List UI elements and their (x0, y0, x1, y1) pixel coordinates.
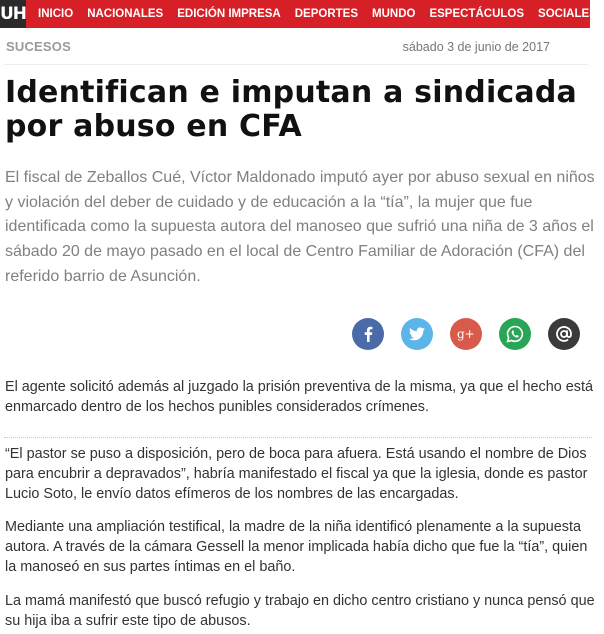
nav-item-nacionales[interactable]: NACIONALES (87, 8, 164, 20)
article-paragraph: El agente solicitó además al juzgado la prisión preventiva de la misma, ya que el hecho está enmarcado dentro de los hechos punibles considerados crímenes. (5, 379, 593, 415)
article-paragraph: La mamá manifestó que buscó refugio y trabajo en dicho centro cristiano y nunca pensó que su hija iba a sufrir este tipo de abusos. (5, 593, 595, 629)
nav-item-inicio[interactable]: INICIO (38, 8, 74, 20)
section-label[interactable]: SUCESOS (6, 39, 71, 54)
main-nav (26, 0, 604, 28)
nav-item-edicion-impresa[interactable]: EDICIÓN IMPRESA (177, 8, 281, 20)
googleplus-share-button[interactable] (450, 318, 482, 350)
content-divider (4, 437, 592, 438)
whatsapp-icon (506, 325, 524, 343)
share-bar (352, 318, 580, 350)
top-navbar (0, 0, 597, 28)
whatsapp-share-button[interactable] (499, 318, 531, 350)
article-date: sábado 3 de junio de 2017 (402, 40, 550, 54)
google-plus-icon (456, 326, 476, 342)
site-logo[interactable]: UH (0, 0, 26, 28)
twitter-share-button[interactable] (401, 318, 433, 350)
svg-text:g+: g+ (457, 327, 475, 341)
article-title: Identifican e imputan a sindicada por abuso en CFA (5, 75, 577, 144)
email-icon (555, 325, 573, 343)
nav-item-mundo[interactable]: MUNDO (372, 8, 416, 20)
facebook-icon (361, 326, 375, 342)
article-lead: El fiscal de Zeballos Cué, Víctor Maldonado imputó ayer por abuso sexual en niños y violación del deber de cuidado y de educación a la “tía”, la mujer que fue identificada como la supuesta autora del manoseo que sufrió una niña de 3 años el sábado 20 de mayo pasado en el local de Centro Familiar de Adoración (CFA) del referido barrio de Asunción. (5, 169, 595, 285)
nav-item-espectaculos[interactable]: ESPECTÁCULOS (429, 8, 525, 20)
nav-item-deportes[interactable]: DEPORTES (294, 8, 358, 20)
article-paragraph: Mediante una ampliación testifical, la madre de la niña identificó plenamente a la supuesta autora. A través de la cámara Gessell la menor implicada había dicho que fue la “tía”, quien la manoseó en sus partes íntimas en el baño. (5, 519, 588, 575)
facebook-share-button[interactable] (352, 318, 384, 350)
nav-item-sociales[interactable]: SOCIALES (538, 8, 597, 20)
email-share-button[interactable] (548, 318, 580, 350)
article-paragraph: “El pastor se puso a disposición, pero de boca para afuera. Está usando el nombre de Dios para encubrir a depravados”, habría manifestado el fiscal ya que la iglesia, donde es pastor Lucio Soto, le envío datos efímeros de los nombres de las encargadas. (5, 446, 588, 502)
header-divider (4, 64, 588, 65)
twitter-icon (409, 327, 425, 341)
